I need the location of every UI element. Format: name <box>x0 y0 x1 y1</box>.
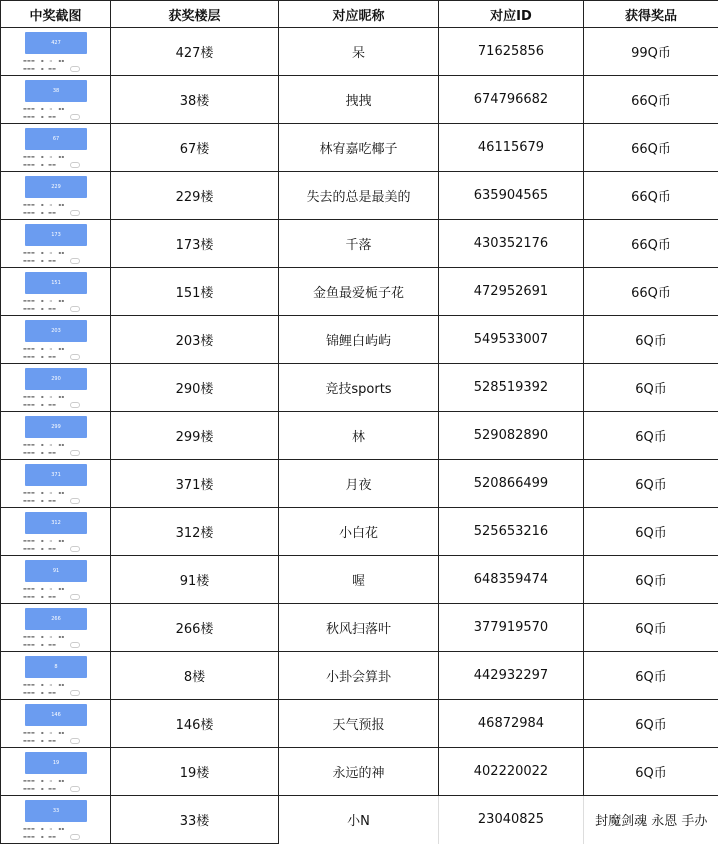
id-cell: 46115679 <box>439 124 584 172</box>
id-cell: 402220022 <box>439 748 584 796</box>
thumbnail-toggle-icon <box>70 258 80 264</box>
thumbnail-toggle-icon <box>70 66 80 72</box>
winning-screenshot-cell <box>1 748 111 796</box>
prize-cell: 6Q币 <box>584 412 718 460</box>
floor-cell: 33楼 <box>111 796 279 844</box>
nickname-cell: 秋风扫落叶 <box>279 604 439 652</box>
prize-cell: 6Q币 <box>584 604 718 652</box>
nickname-cell: 林 <box>279 412 439 460</box>
thumbnail-line: ▬▬▬ ▪ ▫ ▪▪ <box>23 345 65 351</box>
thumbnail-line: ▬▬▬ ▪ ▫ ▪▪ <box>23 681 65 687</box>
thumbnail-floor-number: 299 <box>25 416 87 438</box>
thumbnail-floor-number: 91 <box>25 560 87 582</box>
id-cell: 674796682 <box>439 76 584 124</box>
prize-cell: 6Q币 <box>584 508 718 556</box>
thumbnail-toggle-icon <box>70 786 80 792</box>
nickname-cell: 小白花 <box>279 508 439 556</box>
id-cell: 635904565 <box>439 172 584 220</box>
nickname-cell: 喔 <box>279 556 439 604</box>
table-row <box>1 604 718 652</box>
winning-screenshot-cell <box>1 172 111 220</box>
winning-screenshot-thumbnail <box>23 655 109 697</box>
nickname-cell: 失去的总是最美的 <box>279 172 439 220</box>
thumbnail-line: ▬▬▬ ▪ ▫ ▪▪ <box>23 201 65 207</box>
table-row <box>1 268 718 316</box>
winning-screenshot-thumbnail <box>23 799 109 841</box>
thumbnail-line: ▬▬▬ ▪ ▫ ▪▪ <box>23 633 65 639</box>
thumbnail-line: ▬▬▬ ▪ ▫ ▪▪ <box>23 105 65 111</box>
table-row <box>1 748 718 796</box>
winning-screenshot-cell <box>1 460 111 508</box>
thumbnail-floor-number: 312 <box>25 512 87 534</box>
thumbnail-line: ▬▬▬ ▪ ▫ ▪▪ <box>23 489 65 495</box>
thumbnail-toggle-icon <box>70 642 80 648</box>
nickname-cell: 月夜 <box>279 460 439 508</box>
floor-cell: 299楼 <box>111 412 279 460</box>
table-row <box>1 796 718 844</box>
prize-cell: 6Q币 <box>584 364 718 412</box>
thumbnail-toggle-icon <box>70 402 80 408</box>
floor-cell: 312楼 <box>111 508 279 556</box>
thumbnail-toggle-icon <box>70 498 80 504</box>
floor-cell: 146楼 <box>111 700 279 748</box>
thumbnail-line: ▬▬▬ ▪ ▫ ▪▪ <box>23 57 65 63</box>
prize-cell: 6Q币 <box>584 556 718 604</box>
winning-screenshot-thumbnail <box>23 607 109 649</box>
thumbnail-line: ▬▬▬ ▪ ▬▬ <box>23 113 57 119</box>
winning-screenshot-cell <box>1 604 111 652</box>
thumbnail-toggle-icon <box>70 162 80 168</box>
floor-cell: 67楼 <box>111 124 279 172</box>
prize-cell: 66Q币 <box>584 76 718 124</box>
thumbnail-line: ▬▬▬ ▪ ▬▬ <box>23 209 57 215</box>
winning-screenshot-thumbnail <box>23 559 109 601</box>
table-row <box>1 316 718 364</box>
id-cell: 430352176 <box>439 220 584 268</box>
winning-screenshot-thumbnail <box>23 271 109 313</box>
winning-screenshot-cell <box>1 220 111 268</box>
id-cell: 549533007 <box>439 316 584 364</box>
table-row <box>1 172 718 220</box>
winning-screenshot-thumbnail <box>23 79 109 121</box>
id-cell: 377919570 <box>439 604 584 652</box>
id-cell: 23040825 <box>439 796 584 844</box>
thumbnail-floor-number: 67 <box>25 128 87 150</box>
thumbnail-line: ▬▬▬ ▪ ▫ ▪▪ <box>23 249 65 255</box>
thumbnail-toggle-icon <box>70 114 80 120</box>
thumbnail-floor-number: 371 <box>25 464 87 486</box>
id-cell: 46872984 <box>439 700 584 748</box>
winning-screenshot-thumbnail <box>23 319 109 361</box>
thumbnail-line: ▬▬▬ ▪ ▬▬ <box>23 641 57 647</box>
prize-cell: 66Q币 <box>584 124 718 172</box>
winning-screenshot-cell <box>1 556 111 604</box>
floor-cell: 151楼 <box>111 268 279 316</box>
prize-cell: 6Q币 <box>584 748 718 796</box>
winning-screenshot-thumbnail <box>23 463 109 505</box>
floor-cell: 8楼 <box>111 652 279 700</box>
floor-cell: 371楼 <box>111 460 279 508</box>
prize-cell: 6Q币 <box>584 460 718 508</box>
floor-cell: 38楼 <box>111 76 279 124</box>
header-floor: 获奖楼层 <box>111 1 279 28</box>
header-screenshot: 中奖截图 <box>1 1 111 28</box>
winning-screenshot-cell <box>1 508 111 556</box>
winning-screenshot-thumbnail <box>23 511 109 553</box>
winning-screenshot-thumbnail <box>23 223 109 265</box>
prize-cell: 66Q币 <box>584 172 718 220</box>
thumbnail-toggle-icon <box>70 210 80 216</box>
floor-cell: 91楼 <box>111 556 279 604</box>
prize-cell: 封魔剑魂 永恩 手办 <box>584 796 718 844</box>
thumbnail-line: ▬▬▬ ▪ ▫ ▪▪ <box>23 585 65 591</box>
thumbnail-floor-number: 33 <box>25 800 87 822</box>
nickname-cell: 竞技sports <box>279 364 439 412</box>
table-row <box>1 220 718 268</box>
header-nickname: 对应昵称 <box>279 1 439 28</box>
thumbnail-line: ▬▬▬ ▪ ▫ ▪▪ <box>23 777 65 783</box>
prize-cell: 6Q币 <box>584 700 718 748</box>
winning-screenshot-thumbnail <box>23 175 109 217</box>
floor-cell: 203楼 <box>111 316 279 364</box>
thumbnail-line: ▬▬▬ ▪ ▬▬ <box>23 401 57 407</box>
thumbnail-floor-number: 19 <box>25 752 87 774</box>
thumbnail-floor-number: 173 <box>25 224 87 246</box>
winning-screenshot-cell <box>1 364 111 412</box>
nickname-cell: 拽拽 <box>279 76 439 124</box>
thumbnail-line: ▬▬▬ ▪ ▬▬ <box>23 65 57 71</box>
thumbnail-line: ▬▬▬ ▪ ▬▬ <box>23 353 57 359</box>
thumbnail-line: ▬▬▬ ▪ ▬▬ <box>23 257 57 263</box>
thumbnail-line: ▬▬▬ ▪ ▫ ▪▪ <box>23 729 65 735</box>
nickname-cell: 金鱼最爱栀子花 <box>279 268 439 316</box>
thumbnail-floor-number: 151 <box>25 272 87 294</box>
thumbnail-line: ▬▬▬ ▪ ▬▬ <box>23 305 57 311</box>
winning-screenshot-thumbnail <box>23 751 109 793</box>
id-cell: 442932297 <box>439 652 584 700</box>
winning-screenshot-thumbnail <box>23 31 109 73</box>
id-cell: 472952691 <box>439 268 584 316</box>
prize-cell: 6Q币 <box>584 316 718 364</box>
table-row <box>1 76 718 124</box>
winning-screenshot-cell <box>1 124 111 172</box>
id-cell: 71625856 <box>439 28 584 76</box>
winning-screenshot-cell <box>1 76 111 124</box>
nickname-cell: 林宥嘉吃椰子 <box>279 124 439 172</box>
winning-screenshot-thumbnail <box>23 367 109 409</box>
prize-cell: 66Q币 <box>584 220 718 268</box>
thumbnail-line: ▬▬▬ ▪ ▫ ▪▪ <box>23 441 65 447</box>
floor-cell: 19楼 <box>111 748 279 796</box>
id-cell: 520866499 <box>439 460 584 508</box>
nickname-cell: 千落 <box>279 220 439 268</box>
nickname-cell: 锦鲤白屿屿 <box>279 316 439 364</box>
header-prize: 获得奖品 <box>584 1 718 28</box>
winning-screenshot-cell <box>1 28 111 76</box>
thumbnail-floor-number: 38 <box>25 80 87 102</box>
table-row <box>1 28 718 76</box>
thumbnail-line: ▬▬▬ ▪ ▫ ▪▪ <box>23 393 65 399</box>
thumbnail-line: ▬▬▬ ▪ ▬▬ <box>23 161 57 167</box>
winning-screenshot-cell <box>1 316 111 364</box>
winning-screenshot-thumbnail <box>23 415 109 457</box>
thumbnail-line: ▬▬▬ ▪ ▬▬ <box>23 497 57 503</box>
floor-cell: 427楼 <box>111 28 279 76</box>
thumbnail-line: ▬▬▬ ▪ ▬▬ <box>23 545 57 551</box>
thumbnail-line: ▬▬▬ ▪ ▫ ▪▪ <box>23 297 65 303</box>
winning-screenshot-cell <box>1 412 111 460</box>
thumbnail-line: ▬▬▬ ▪ ▬▬ <box>23 449 57 455</box>
header-row <box>1 1 718 28</box>
id-cell: 525653216 <box>439 508 584 556</box>
thumbnail-toggle-icon <box>70 834 80 840</box>
thumbnail-line: ▬▬▬ ▪ ▬▬ <box>23 785 57 791</box>
thumbnail-floor-number: 290 <box>25 368 87 390</box>
thumbnail-toggle-icon <box>70 594 80 600</box>
floor-cell: 290楼 <box>111 364 279 412</box>
floor-cell: 173楼 <box>111 220 279 268</box>
winning-screenshot-cell <box>1 268 111 316</box>
table-row <box>1 556 718 604</box>
thumbnail-toggle-icon <box>70 354 80 360</box>
thumbnail-floor-number: 266 <box>25 608 87 630</box>
table-row <box>1 124 718 172</box>
thumbnail-line: ▬▬▬ ▪ ▬▬ <box>23 833 57 839</box>
thumbnail-toggle-icon <box>70 306 80 312</box>
table-row <box>1 460 718 508</box>
nickname-cell: 天气预报 <box>279 700 439 748</box>
winning-screenshot-thumbnail <box>23 127 109 169</box>
thumbnail-floor-number: 427 <box>25 32 87 54</box>
table-row <box>1 412 718 460</box>
thumbnail-line: ▬▬▬ ▪ ▬▬ <box>23 593 57 599</box>
prize-cell: 66Q币 <box>584 268 718 316</box>
id-cell: 648359474 <box>439 556 584 604</box>
thumbnail-toggle-icon <box>70 690 80 696</box>
header-id: 对应ID <box>439 1 584 28</box>
floor-cell: 229楼 <box>111 172 279 220</box>
table-row <box>1 508 718 556</box>
prize-cell: 99Q币 <box>584 28 718 76</box>
id-cell: 529082890 <box>439 412 584 460</box>
thumbnail-floor-number: 146 <box>25 704 87 726</box>
id-cell: 528519392 <box>439 364 584 412</box>
thumbnail-line: ▬▬▬ ▪ ▬▬ <box>23 689 57 695</box>
thumbnail-toggle-icon <box>70 738 80 744</box>
floor-cell: 266楼 <box>111 604 279 652</box>
winning-screenshot-thumbnail <box>23 703 109 745</box>
table-row <box>1 652 718 700</box>
prize-cell: 6Q币 <box>584 652 718 700</box>
winning-screenshot-cell <box>1 700 111 748</box>
nickname-cell: 小N <box>279 796 439 844</box>
nickname-cell: 小卦会算卦 <box>279 652 439 700</box>
thumbnail-floor-number: 203 <box>25 320 87 342</box>
thumbnail-line: ▬▬▬ ▪ ▫ ▪▪ <box>23 825 65 831</box>
nickname-cell: 永远的神 <box>279 748 439 796</box>
winning-screenshot-cell <box>1 796 111 844</box>
thumbnail-line: ▬▬▬ ▪ ▬▬ <box>23 737 57 743</box>
winning-screenshot-cell <box>1 652 111 700</box>
table-row <box>1 364 718 412</box>
thumbnail-toggle-icon <box>70 546 80 552</box>
table-row <box>1 700 718 748</box>
nickname-cell: 呆 <box>279 28 439 76</box>
thumbnail-floor-number: 229 <box>25 176 87 198</box>
thumbnail-line: ▬▬▬ ▪ ▫ ▪▪ <box>23 153 65 159</box>
thumbnail-toggle-icon <box>70 450 80 456</box>
thumbnail-floor-number: 8 <box>25 656 87 678</box>
thumbnail-line: ▬▬▬ ▪ ▫ ▪▪ <box>23 537 65 543</box>
